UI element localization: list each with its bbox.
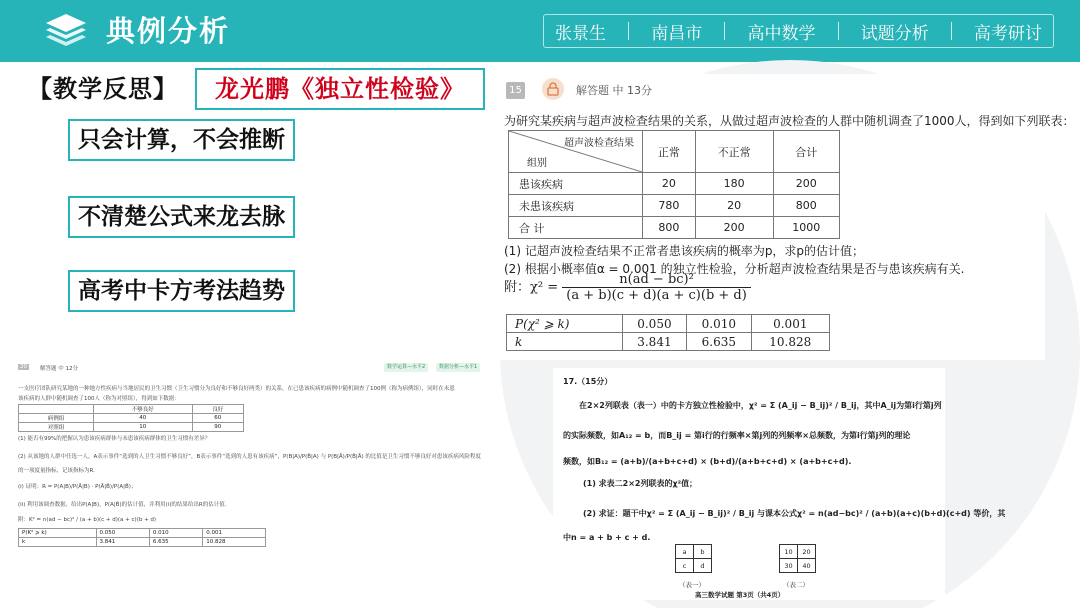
table-header: 正常 (643, 131, 696, 173)
table-row (507, 315, 830, 333)
breadcrumb-divider (951, 22, 952, 40)
contingency-table (508, 130, 840, 239)
table-cell: 3.841 (622, 333, 686, 351)
table-corner-cell (509, 131, 643, 173)
table-cell: 病例组 (19, 414, 94, 423)
table-cell: 40 (94, 414, 193, 423)
problem-20-card (12, 360, 487, 592)
formula-fraction (562, 272, 751, 303)
question-part-1: (1) 能否有99%的把握认为患该疾病群体与未患该疾病群体的卫生习惯有差异？ (18, 436, 211, 442)
table-cell: 40 (798, 559, 816, 573)
question-number: 20 (20, 364, 27, 370)
problem-part-1: (1) 求表二2×2列联表的χ²值； (583, 479, 698, 488)
table-row (507, 333, 830, 351)
table-row (19, 529, 266, 538)
breadcrumb-analysis: 试题分析 (860, 23, 929, 44)
row-label: 未患该疾病 (509, 195, 643, 217)
table-two-caption: （表二） (783, 581, 809, 589)
table-row (509, 173, 840, 195)
layers-icon (44, 12, 88, 52)
table-header: 不正常 (695, 131, 773, 173)
table-row (676, 559, 712, 573)
table-cell: 180 (695, 173, 773, 195)
problem-title: 17.（15分） (563, 377, 613, 386)
problem-stem-line-1: 一支医疗团队研究某地的一种地方性疾病与当地居民的卫生习惯（卫生习惯分为良好和不够良好两类）的关系，在已患该疾病的病例中随机调查了100例（称为病例组），同时在未患 (18, 386, 455, 392)
breadcrumb-city: 南昌市 (651, 23, 703, 44)
table-cell: P(K² ⩾ k) (19, 529, 97, 538)
formula-line: 附：K² = n(ad − bc)² / (a + b)(c + d)(a + c)(b + d) (18, 517, 157, 523)
table-cell: 0.001 (203, 529, 266, 538)
question-part-2-cont: 的一项度量指标，记该指标为R. (18, 468, 95, 474)
reflection-point-2: 不清楚公式来龙去脉 (68, 196, 295, 238)
table-cell: 780 (643, 195, 696, 217)
table-cell: d (694, 559, 712, 573)
problem-part-2-cont: 中n = a + b + c + d. (563, 533, 651, 542)
table-cell: 800 (773, 195, 839, 217)
question-meta: 解答题 中 12分 (40, 366, 78, 372)
table-header (19, 405, 94, 414)
formula-prefix: 附：χ² = (504, 280, 559, 295)
header-bar (0, 0, 1080, 62)
skill-tag: 数据分析—水平1 (436, 363, 480, 372)
problem-line-1: 在2×2列联表（表一）中的卡方独立性检验中，χ² = Σ (A_ij − B_ij)² / B_ij，其中A_ij为第i行第j列 (579, 401, 942, 410)
table-row (780, 559, 816, 573)
lesson-topic: 龙光鹏《独立性检验》 (195, 68, 485, 110)
question-part-1: (1) 记超声波检查结果不正常者患该疾病的概率为p，求p的估计值； (504, 244, 865, 258)
table-two (779, 544, 816, 573)
question-number: 15 (506, 82, 525, 99)
table-cell: 10 (94, 423, 193, 432)
table-cell: 0.050 (622, 315, 686, 333)
table-cell: 对照组 (19, 423, 94, 432)
table-cell: 30 (780, 559, 798, 573)
table-cell: a (676, 545, 694, 559)
question-part-2-ii: (ii) 利用该调查数据，给出P(A|B)，P(A|B̄)的估计值，并利用(i)的结果给出R的估计值. (18, 502, 227, 508)
page-footer: 高三数学试题 第3页（共4页） (695, 591, 785, 599)
critical-value-table (506, 314, 830, 351)
survey-table (18, 404, 244, 432)
breadcrumb (543, 14, 1054, 48)
question-part-2-i: (i) 证明：R = P(A|B)/P(Ā|B) · P(Ā|B̄)/P(A|B̄)； (18, 484, 137, 490)
problem-part-2: (2) 求证：题干中χ² = Σ (A_ij − B_ij)² / B_ij 与课本公式χ² = n(ad−bc)² / (a+b)(a+c)(b+d)(c+d) 等价，其 (583, 509, 1006, 518)
table-cell: 20 (643, 173, 696, 195)
table-cell: 3.841 (96, 538, 149, 547)
table-cell: 200 (695, 217, 773, 239)
table-cell: 0.010 (687, 315, 751, 333)
problem-stem: 为研究某疾病与超声波检查结果的关系，从做过超声波检查的人群中随机调查了1000人，得到如下列联表： (504, 114, 1075, 128)
table-cell: 90 (192, 423, 243, 432)
table-cell: 10.828 (751, 333, 829, 351)
critical-value-table (18, 528, 266, 547)
table-cell: 800 (643, 217, 696, 239)
table-cell: 0.001 (751, 315, 829, 333)
page-title: 典例分析 (106, 14, 231, 48)
table-header: 良好 (192, 405, 243, 414)
table-one (675, 544, 712, 573)
table-cell: k (507, 333, 623, 351)
breadcrumb-divider (628, 22, 629, 40)
problem-15-card (500, 74, 1075, 360)
table-cell: 1000 (773, 217, 839, 239)
formula-numerator: n(ad − bc)² (562, 272, 751, 288)
breadcrumb-research: 高考研讨 (973, 23, 1042, 44)
table-cell: 6.635 (149, 538, 202, 547)
table-header: 合计 (773, 131, 839, 173)
table-cell: 0.010 (149, 529, 202, 538)
breadcrumb-author: 张景生 (555, 23, 607, 44)
reflection-point-1: 只会计算，不会推断 (68, 119, 295, 161)
corner-top-label: 超声波检查结果 (564, 138, 634, 149)
table-cell: 10 (780, 545, 798, 559)
table-cell: k (19, 538, 97, 547)
table-cell: 6.635 (687, 333, 751, 351)
problem-line-2: 的实际频数，如A₁₂ = b，而B_ij = 第i行的行频率×第j列的列频率×总频数，为第i行第j列的理论 (563, 431, 911, 440)
problem-line-3: 频数，如B₁₂ = (a+b)/(a+b+c+d) × (b+d)/(a+b+c+d) × (a+b+c+d). (563, 457, 852, 466)
table-cell: 20 (798, 545, 816, 559)
question-meta: 解答题 中 13分 (576, 84, 652, 97)
breadcrumb-divider (724, 22, 725, 40)
table-cell: 200 (773, 173, 839, 195)
table-cell: 60 (192, 414, 243, 423)
table-cell: 10.828 (203, 538, 266, 547)
corner-bottom-label: 组别 (527, 158, 547, 169)
lock-icon (542, 78, 564, 100)
question-part-2: (2) 根据小概率值α = 0.001 的独立性检验，分析超声波检查结果是否与患该疾病有关. (504, 262, 965, 276)
table-cell: P(χ² ⩾ k) (507, 315, 623, 333)
table-cell: b (694, 545, 712, 559)
table-row (509, 195, 840, 217)
breadcrumb-divider (838, 22, 839, 40)
problem-17-card (553, 368, 1006, 600)
row-label: 合 计 (509, 217, 643, 239)
table-one-caption: （表一） (679, 581, 705, 589)
skill-tag: 数学运算—水平2 (384, 363, 428, 372)
question-part-2: (2) 从该地的人群中任选一人，A表示事件“选到的人卫生习惯不够良好”，B表示事件“选到的人患有该疾病”，P(B|A)/P(B̄|A) 与 P(B|Ā)/P(B̄|Ā) 的比值是卫生习惯不够良好对患该疾病风险程度 (18, 454, 481, 460)
row-label: 患该疾病 (509, 173, 643, 195)
table-cell: 0.050 (96, 529, 149, 538)
table-row (509, 217, 840, 239)
formula-denominator: (a + b)(c + d)(a + c)(b + d) (566, 288, 747, 303)
table-row (676, 545, 712, 559)
table-row (19, 405, 244, 414)
table-row (780, 545, 816, 559)
chi-square-formula (504, 272, 751, 303)
problem-stem-line-2: 该疾病的人群中随机调查了100人（称为对照组），得到如下数据： (18, 396, 180, 402)
table-row (19, 538, 266, 547)
table-header: 不够良好 (94, 405, 193, 414)
table-row (19, 423, 244, 432)
breadcrumb-subject: 高中数学 (747, 23, 816, 44)
reflection-label: 【教学反思】 (28, 75, 178, 103)
table-cell: c (676, 559, 694, 573)
reflection-point-3: 高考中卡方考法趋势 (68, 270, 295, 312)
table-cell: 20 (695, 195, 773, 217)
table-row (19, 414, 244, 423)
